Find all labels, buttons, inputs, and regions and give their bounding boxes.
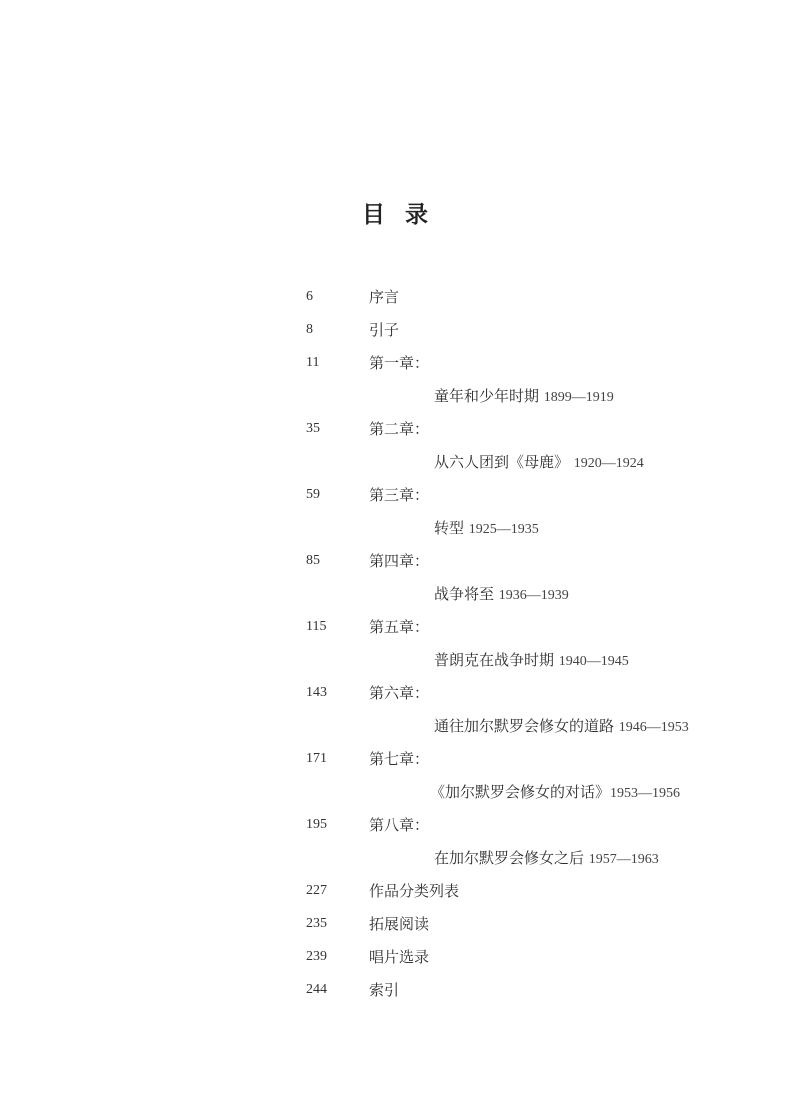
toc-subtitle-chapter-8[interactable]: [0, 846, 790, 870]
toc-entry-chapter-5[interactable]: [0, 615, 790, 639]
entry-label: 作品分类列表: [369, 882, 460, 900]
page-number: 143: [306, 685, 327, 700]
chapter-years: 1957—1963: [588, 852, 659, 867]
entry-label: 序言: [369, 288, 400, 306]
page-number: 171: [306, 751, 327, 766]
page-number: 195: [306, 817, 327, 832]
chapter-years: 1946—1953: [618, 720, 689, 735]
toc-entry-chapter-8[interactable]: [0, 813, 790, 837]
chapter-years: 1899—1919: [543, 390, 614, 405]
toc-entry-index[interactable]: [0, 978, 790, 1002]
toc-entry-chapter-6[interactable]: [0, 681, 790, 705]
toc-entry-chapter-4[interactable]: [0, 549, 790, 573]
chapter-title: 转型: [434, 519, 465, 537]
chapter-years: 1936—1939: [498, 588, 569, 603]
toc-entry-chapter-2[interactable]: [0, 417, 790, 441]
chapter-title: 从六人团到《母鹿》: [434, 453, 570, 471]
toc-entry-records[interactable]: [0, 945, 790, 969]
page-number: 11: [306, 355, 320, 370]
chapter-title: 战争将至: [434, 585, 495, 603]
title-char-2: 录: [405, 202, 428, 228]
toc-subtitle-chapter-5[interactable]: [0, 648, 790, 672]
chapter-years: 1920—1924: [573, 456, 644, 471]
chapter-years: 1940—1945: [558, 654, 629, 669]
toc-subtitle-chapter-3[interactable]: [0, 516, 790, 540]
chapter-subtitle: [434, 582, 569, 608]
chapter-subtitle: [434, 450, 644, 476]
toc-subtitle-chapter-1[interactable]: [0, 384, 790, 408]
chapter-years: 1925—1935: [468, 522, 539, 537]
toc-subtitle-chapter-4[interactable]: [0, 582, 790, 606]
page-number: 227: [306, 883, 327, 898]
page-number: 6: [306, 289, 313, 304]
chapter-title: 通往加尔默罗会修女的道路: [434, 717, 615, 735]
entry-label: 拓展阅读: [369, 915, 430, 933]
entry-label: 唱片选录: [369, 948, 430, 966]
page-number: 8: [306, 322, 313, 337]
page-number: 35: [306, 421, 320, 436]
toc-entry-chapter-3[interactable]: [0, 483, 790, 507]
entry-label: 索引: [369, 981, 400, 999]
chapter-subtitle: [430, 780, 680, 806]
toc-entry-intro[interactable]: [0, 318, 790, 342]
chapter-label: 第七章：: [369, 750, 430, 768]
chapter-title: 《加尔默罗会修女的对话》: [430, 783, 611, 801]
chapter-label: 第四章：: [369, 552, 430, 570]
toc-entry-chapter-7[interactable]: [0, 747, 790, 771]
toc-entry-works[interactable]: [0, 879, 790, 903]
chapter-title: 在加尔默罗会修女之后: [434, 849, 585, 867]
toc-subtitle-chapter-7[interactable]: [0, 780, 790, 804]
entry-label: 引子: [369, 321, 400, 339]
chapter-title: 童年和少年时期: [434, 387, 540, 405]
toc-subtitle-chapter-2[interactable]: [0, 450, 790, 474]
toc-entry-reading[interactable]: [0, 912, 790, 936]
title-char-1: 目: [362, 202, 385, 228]
toc-subtitle-chapter-6[interactable]: [0, 714, 790, 738]
toc-entry-preface[interactable]: [0, 285, 790, 309]
chapter-label: 第五章：: [369, 618, 430, 636]
chapter-label: 第三章：: [369, 486, 430, 504]
chapter-label: 第一章：: [369, 354, 430, 372]
page-number: 235: [306, 916, 327, 931]
chapter-label: 第八章：: [369, 816, 430, 834]
page-number: 85: [306, 553, 320, 568]
page-number: 115: [306, 619, 327, 634]
chapter-subtitle: [434, 384, 614, 410]
chapter-subtitle: [434, 516, 539, 542]
toc-entry-chapter-1[interactable]: [0, 351, 790, 375]
page-number: 59: [306, 487, 320, 502]
chapter-years: 1953—1956: [610, 786, 681, 801]
chapter-subtitle: [434, 714, 689, 740]
page-number: 239: [306, 949, 327, 964]
chapter-label: 第二章：: [369, 420, 430, 438]
page-number: 244: [306, 982, 327, 997]
chapter-subtitle: [434, 846, 659, 872]
chapter-subtitle: [434, 648, 629, 674]
chapter-title: 普朗克在战争时期: [434, 651, 555, 669]
chapter-label: 第六章：: [369, 684, 430, 702]
